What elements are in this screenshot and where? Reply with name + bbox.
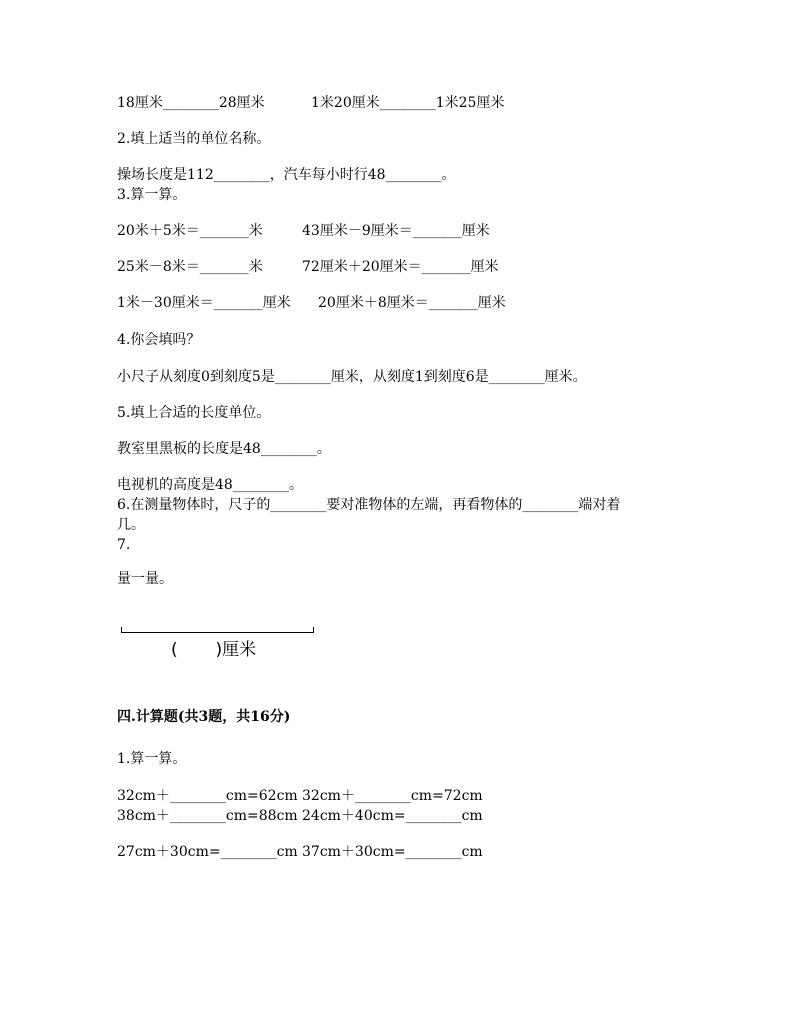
cm-calc-37-plus-30: 37cm＋30cm=________cm bbox=[302, 844, 483, 860]
cm-calc-32-to-62: 32cm＋________cm=62cm bbox=[117, 788, 298, 804]
question-6-text: 6.在测量物体时，尺子的________要对准物体的左端，再看物体的________端对着 bbox=[117, 497, 621, 513]
section-4-heading: 四.计算题(共3题，共16分) bbox=[117, 709, 291, 725]
question-5-title: 5.填上合适的长度单位。 bbox=[117, 405, 271, 421]
cm-calc-27-plus-30: 27cm＋30cm=________cm bbox=[117, 844, 298, 860]
measure-answer-label: ( )厘米 bbox=[171, 640, 257, 660]
cm-calc-24-plus-40: 24cm＋40cm=________cm bbox=[302, 808, 483, 824]
question-3-title: 3.算一算。 bbox=[117, 187, 187, 203]
question-4-title: 4.你会填吗？ bbox=[117, 332, 201, 348]
section-4-question-1-title: 1.算一算。 bbox=[117, 751, 187, 767]
question-7-title: 7. bbox=[117, 537, 131, 553]
cm-calc-38-to-88: 38cm＋________cm=88cm bbox=[117, 808, 298, 824]
calc-72cm-plus-20cm: 72厘米＋20厘米＝_______厘米 bbox=[302, 259, 499, 275]
calc-20cm-plus-8cm: 20厘米＋8厘米＝_______厘米 bbox=[318, 295, 506, 311]
question-5-blackboard: 教室里黑板的长度是48________。 bbox=[117, 441, 331, 457]
question-7-text: 量一量。 bbox=[117, 571, 173, 587]
question-6-continued: 几。 bbox=[117, 517, 145, 533]
calc-25m-minus-8m: 25米－8米＝_______米 bbox=[117, 259, 263, 275]
question-4-text: 小尺子从刻度0到刻度5是________厘米，从刻度1到刻度6是________厘米。 bbox=[117, 369, 587, 385]
calc-20m-plus-5m: 20米＋5米＝_______米 bbox=[117, 223, 263, 239]
calc-43cm-minus-9cm: 43厘米－9厘米＝_______厘米 bbox=[302, 223, 490, 239]
question-5-tv: 电视机的高度是48________。 bbox=[117, 477, 303, 493]
compare-1m20cm-1m25cm: 1米20厘米________1米25厘米 bbox=[311, 95, 505, 111]
question-2-title: 2.填上适当的单位名称。 bbox=[117, 131, 271, 147]
cm-calc-32-to-72: 32cm＋________cm=72cm bbox=[302, 788, 483, 804]
calc-1m-minus-30cm: 1米－30厘米＝_______厘米 bbox=[117, 295, 291, 311]
compare-18cm-28cm: 18厘米________28厘米 bbox=[117, 95, 265, 111]
measure-line-segment bbox=[121, 627, 314, 633]
question-2-text: 操场长度是112________，汽车每小时行48________。 bbox=[117, 167, 456, 183]
